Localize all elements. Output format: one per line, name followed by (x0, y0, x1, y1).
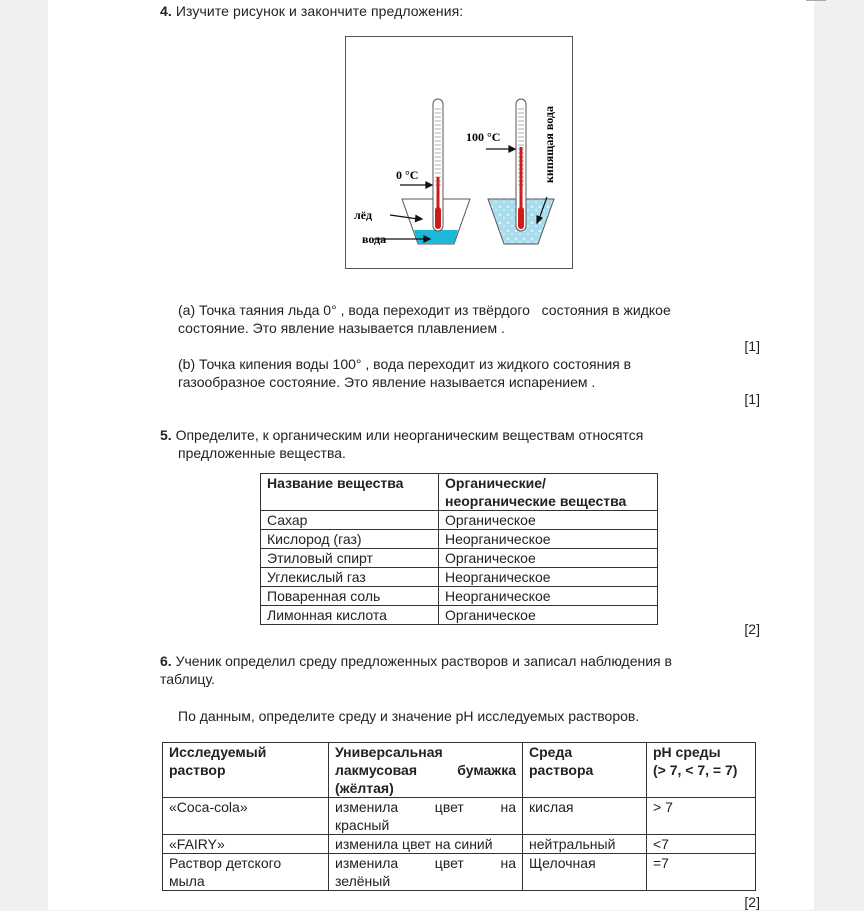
cell-type: Неорганическое (439, 568, 658, 587)
label-ice: лёд (354, 208, 373, 222)
cell-medium: кислая (523, 798, 647, 835)
table-row (163, 798, 756, 835)
header-substance: Название вещества (261, 474, 439, 511)
word: цвет (434, 855, 464, 871)
q4-answer-a (178, 301, 760, 337)
cell-litmus: изменила цвет на синий (329, 835, 523, 854)
cell-ph: <7 (647, 835, 756, 854)
cell-solution: «Coca-cola» (163, 798, 329, 835)
header-medium (523, 743, 647, 798)
thermometer-figure (345, 36, 573, 269)
cell-solution-line2: мыла (169, 873, 205, 889)
q4-b-score: [1] (744, 391, 760, 407)
cell-substance: Сахар (261, 511, 439, 530)
cell-litmus-line2: красный (335, 817, 390, 833)
q4-b-line2: газообразное состояние. Это явление называется испарением . (178, 374, 596, 390)
cell-type: Неорганическое (439, 587, 658, 606)
label-water: вода (362, 232, 387, 246)
q4-answer-b (178, 355, 760, 391)
cell-litmus-line2: зелёный (335, 873, 391, 889)
label-boiling-water: кипящая вода (542, 106, 556, 183)
cell-litmus (329, 798, 523, 835)
header-ph-line2: (> 7, < 7, = 7) (653, 762, 738, 778)
solutions-table (162, 742, 756, 891)
q6-line1: Ученик определил среду предложенных растворов и записал наблюдения в (175, 653, 672, 669)
table-header-row (163, 743, 756, 798)
substances-table (260, 473, 658, 625)
header-litmus-line2 (335, 761, 516, 779)
word: на (500, 855, 516, 871)
label-0c: 0 °C (396, 168, 419, 182)
header-type-line2: неорганические вещества (445, 493, 627, 509)
q5-line1: Определите, к органическим или неорганическим веществам относятся (175, 427, 644, 443)
cell-type: Органическое (439, 549, 658, 568)
cell-litmus-line1 (335, 854, 516, 872)
header-ph (647, 743, 756, 798)
cell-medium: нейтральный (523, 835, 647, 854)
cell-substance: Поваренная соль (261, 587, 439, 606)
header-ph-line1: pH среды (653, 744, 721, 760)
cell-solution-line1: Раствор детского (169, 855, 282, 871)
header-litmus-word1: лакмусовая (335, 762, 418, 778)
q4-title-text: Изучите рисунок и закончите предложения: (175, 3, 464, 19)
cell-type: Органическое (439, 511, 658, 530)
header-medium-line2: раствора (529, 762, 594, 778)
table-row (261, 530, 658, 549)
label-100c: 100 °C (466, 130, 501, 144)
cell-litmus (329, 854, 523, 891)
cell-solution (163, 854, 329, 891)
q4-number: 4. (160, 3, 172, 19)
header-solution (163, 743, 329, 798)
header-medium-line1: Среда (529, 744, 573, 760)
header-type (439, 474, 658, 511)
q5-number: 5. (160, 427, 172, 443)
cell-ph: > 7 (647, 798, 756, 835)
table-row (261, 549, 658, 568)
cell-ph: =7 (647, 854, 756, 891)
word: цвет (434, 799, 464, 815)
q4-a-line2: состояние. Это явление называется плавлением . (178, 320, 505, 336)
header-litmus (329, 743, 523, 798)
cell-litmus-line1 (335, 798, 516, 816)
cell-substance: Кислород (газ) (261, 530, 439, 549)
header-litmus-line3: (жёлтая) (335, 780, 394, 796)
q6-line2: таблицу. (160, 671, 215, 687)
left-thermometer (433, 99, 443, 231)
q4-a-score: [1] (744, 338, 760, 354)
table-header-row (261, 474, 658, 511)
q6-number: 6. (160, 653, 172, 669)
header-solution-line1: Исследуемый (169, 744, 267, 760)
q5-line2: предложенные вещества. (178, 445, 346, 461)
q5-prompt (160, 426, 760, 462)
header-litmus-line1: Универсальная (335, 744, 443, 760)
header-litmus-word2: бумажка (457, 762, 516, 778)
word: изменила (335, 799, 399, 815)
cell-type: Неорганическое (439, 530, 658, 549)
table-row (261, 511, 658, 530)
cell-substance: Углекислый газ (261, 568, 439, 587)
q4-a-line1: (a) Точка таяния льда 0° , вода переходит из твёрдого состояния в жидкое (178, 302, 671, 318)
word: изменила (335, 855, 399, 871)
header-solution-line2: раствор (169, 762, 226, 778)
thermometer-illustration (346, 37, 572, 268)
right-thermometer (516, 99, 526, 231)
corner-mark (806, 0, 826, 1)
q5-score: [2] (744, 621, 760, 637)
cell-medium: Щелочная (523, 854, 647, 891)
table-row (163, 835, 756, 854)
q4-title (160, 2, 463, 20)
table-row (163, 854, 756, 891)
q6-instruction: По данным, определите среду и значение pH исследуемых растворов. (178, 708, 640, 724)
header-type-line1: Органические/ (445, 475, 546, 491)
worksheet-page (48, 0, 814, 910)
table-row (261, 587, 658, 606)
word: на (500, 799, 516, 815)
cell-substance: Лимонная кислота (261, 606, 439, 625)
cell-type: Органическое (439, 606, 658, 625)
table-row (261, 606, 658, 625)
q6-prompt (160, 652, 760, 688)
table-row (261, 568, 658, 587)
q6-score: [2] (744, 894, 760, 910)
cell-substance: Этиловый спирт (261, 549, 439, 568)
q4-b-line1: (b) Точка кипения воды 100° , вода переходит из жидкого состояния в (178, 356, 632, 372)
cell-solution: «FAIRY» (163, 835, 329, 854)
